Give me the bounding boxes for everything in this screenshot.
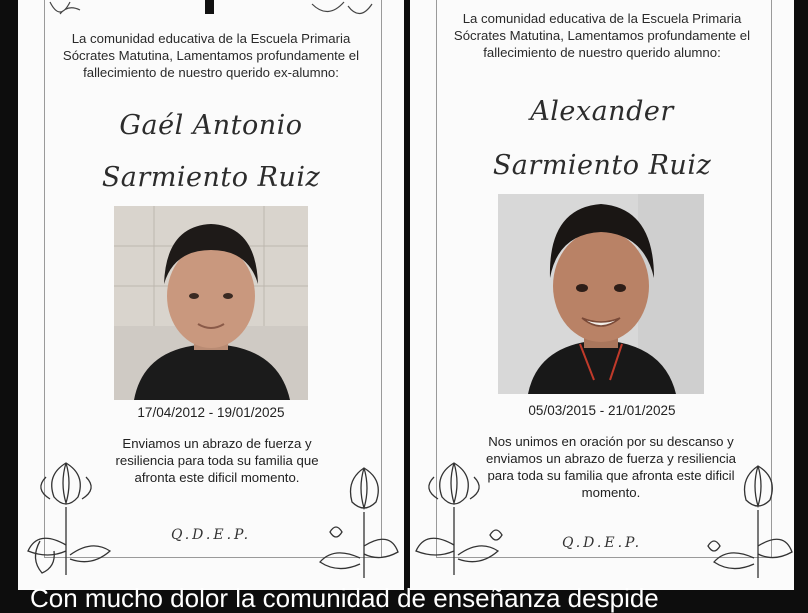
memorial-card-left [18, 0, 404, 590]
flower-icon [702, 460, 794, 582]
name-first: Gaél Antonio [119, 110, 303, 141]
memorial-card-right [410, 0, 794, 590]
name-first: Alexander [530, 96, 674, 127]
flower-icon [308, 0, 378, 22]
caption-text: Con mucho dolor la comunidad de enseñanza despide [30, 583, 659, 613]
qdep-text: Q.D.E.P. [561, 535, 643, 551]
flower-icon [46, 0, 86, 22]
flower-icon [410, 455, 510, 580]
flower-icon [26, 455, 126, 580]
condolence-message: Nos unimos en oración por su descanso y enviamos un abrazo de fuerza y resiliencia para toda su familia que afronta este dificil momento. [486, 434, 736, 500]
cross-icon [205, 0, 214, 14]
intro-text: La comunidad educativa de la Escuela Primaria Sócrates Matutina, Lamentamos profundamente el fallecimiento de nuestro querido ex-alumno: [62, 31, 360, 80]
flower-icon [310, 462, 400, 582]
name-last: Sarmiento Ruiz [101, 162, 321, 193]
qdep-text: Q.D.E.P. [170, 527, 252, 543]
student-photo [498, 194, 704, 394]
name-last: Sarmiento Ruiz [492, 150, 712, 181]
life-dates: 05/03/2015 - 21/01/2025 [528, 403, 676, 418]
intro-text: La comunidad educativa de la Escuela Primaria Sócrates Matutina, Lamentamos profundamente el fallecimiento de nuestro querido alumno: [453, 11, 751, 60]
student-photo [114, 206, 308, 400]
life-dates: 17/04/2012 - 19/01/2025 [137, 405, 285, 420]
condolence-message: Enviamos un abrazo de fuerza y resiliencia para toda su familia que afronta este dificil momento. [115, 436, 319, 485]
